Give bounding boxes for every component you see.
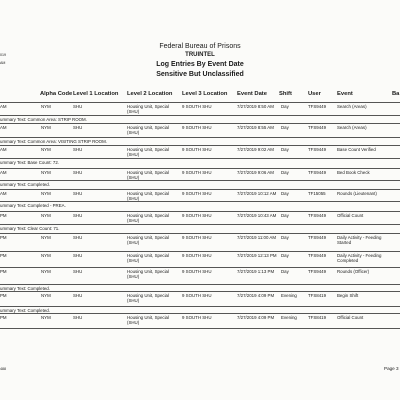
row-user: TFS9449 — [308, 170, 327, 175]
row-level2: Housing Unit, Special (SHU) — [127, 235, 169, 245]
row-event: Daily Activity - Feeding Completed — [337, 253, 382, 263]
row-shift: Day — [281, 269, 289, 274]
summary-text: ummary Text: Completed. — [0, 308, 50, 313]
row-user: TFS9449 — [308, 235, 327, 240]
row-separator — [0, 189, 400, 190]
row-event: Rounds (Officer) — [337, 269, 370, 274]
row-alpha-code: NYM — [41, 170, 51, 175]
corner-time-fragment: AM — [0, 61, 6, 65]
row-event: Official Count — [337, 315, 364, 320]
row-level2: Housing Unit, Special (SHU) — [127, 125, 169, 135]
row-level3: 9 SOUTH SHU — [182, 191, 212, 196]
row-time: PM — [0, 235, 7, 240]
row-time: AM — [0, 104, 7, 109]
row-separator — [0, 115, 400, 116]
row-shift: Day — [281, 213, 289, 218]
row-alpha-code: NYM — [41, 235, 51, 240]
row-time: PM — [0, 315, 7, 320]
table-row — [0, 125, 400, 137]
row-event-date: 7/27/2019 9:02 AM — [237, 147, 274, 152]
row-event-date: 7/27/2019 10:12 AM — [237, 191, 277, 196]
row-level3: 9 SOUTH SHU — [182, 170, 212, 175]
row-time: PM — [0, 293, 7, 298]
row-level1: SHU — [73, 125, 83, 130]
summary-text: ummary Text: Completed. — [0, 182, 50, 187]
summary-text: ummary Text: Clear Count: 71. — [0, 226, 60, 231]
agency-title: Federal Bureau of Prisons — [159, 43, 241, 50]
row-level2: Housing Unit, Special (SHU) — [127, 104, 169, 114]
row-shift: Day — [281, 125, 289, 130]
table-row — [0, 315, 400, 327]
row-shift: Day — [281, 253, 289, 258]
row-level1: SHU — [73, 253, 83, 258]
row-level1: SHU — [73, 104, 83, 109]
row-level3: 9 SOUTH SHU — [182, 125, 212, 130]
row-event: Begin Shift — [337, 293, 359, 298]
row-time: PM — [0, 253, 7, 258]
row-alpha-code: NYM — [41, 315, 51, 320]
row-user: TF15055 — [308, 191, 326, 196]
table-row — [0, 253, 400, 265]
row-separator — [0, 201, 400, 202]
row-alpha-code: NYM — [41, 253, 51, 258]
report-title: Log Entries By Event Date — [156, 61, 244, 68]
row-level1: SHU — [73, 235, 83, 240]
col-shift: Shift — [279, 91, 292, 97]
row-level3: 9 SOUTH SHU — [182, 253, 212, 258]
row-separator — [0, 123, 400, 124]
row-separator — [0, 233, 400, 234]
system-title: TRUINTEL — [185, 52, 215, 58]
row-separator — [0, 137, 400, 138]
col-event-date: Event Date — [237, 91, 267, 97]
row-level3: 9 SOUTH SHU — [182, 147, 212, 152]
row-level2: Housing Unit, Special (SHU) — [127, 269, 169, 279]
row-level1: SHU — [73, 170, 83, 175]
col-level1: Level 1 Location — [73, 91, 119, 97]
summary-text: ummary Text: Base Count: 72. — [0, 160, 59, 165]
row-level2: Housing Unit, Special (SHU) — [127, 191, 169, 201]
row-separator — [0, 168, 400, 169]
row-shift: Day — [281, 147, 289, 152]
row-level1: SHU — [73, 191, 83, 196]
header-rule — [0, 102, 400, 103]
row-event-date: 7/27/2019 11:00 AM — [237, 235, 276, 240]
row-level1: SHU — [73, 315, 83, 320]
row-shift: Day — [281, 104, 289, 109]
row-level2: Housing Unit, Special (SHU) — [127, 293, 169, 303]
row-level2: Housing Unit, Special (SHU) — [127, 213, 169, 223]
row-shift: Day — [281, 235, 289, 240]
row-event: Base Count Verified — [337, 147, 376, 152]
row-level2: Housing Unit, Special (SHU) — [127, 147, 169, 157]
row-level1: SHU — [73, 293, 83, 298]
row-user: TFS9449 — [308, 253, 327, 258]
page-number: Page 3 — [384, 366, 399, 371]
row-level2: Housing Unit, Special (SHU) — [127, 253, 169, 263]
row-event-date: 7/27/2019 1:13 PM — [237, 269, 275, 274]
col-level2: Level 2 Location — [127, 91, 173, 97]
row-shift: Day — [281, 191, 289, 196]
row-event: Search (Areas) — [337, 125, 367, 130]
row-event-date: 7/27/2019 12:13 PM — [237, 253, 277, 258]
row-alpha-code: NYM — [41, 147, 51, 152]
row-time: AM — [0, 191, 7, 196]
summary-text: ummary Text: Completed - PREA. — [0, 203, 66, 208]
row-separator — [0, 224, 400, 225]
column-headers — [0, 91, 400, 101]
row-separator — [0, 180, 400, 181]
row-user: TFS9449 — [308, 213, 327, 218]
row-separator — [0, 306, 400, 307]
table-row — [0, 235, 400, 247]
row-level3: 9 SOUTH SHU — [182, 235, 212, 240]
row-time: AM — [0, 147, 7, 152]
row-time: AM — [0, 125, 7, 130]
row-separator — [0, 211, 400, 212]
row-separator — [0, 291, 400, 292]
row-level1: SHU — [73, 269, 83, 274]
row-user: TFS9449 — [308, 104, 327, 109]
col-event: Event — [337, 91, 353, 97]
row-user: TFS8419 — [308, 293, 327, 298]
table-row — [0, 293, 400, 305]
row-event-date: 7/27/2019 8:50 AM — [237, 104, 274, 109]
row-alpha-code: NYM — [41, 191, 51, 196]
row-separator — [0, 284, 400, 285]
row-user: TFS8419 — [308, 315, 327, 320]
row-user: TFS9449 — [308, 269, 327, 274]
row-event-date: 7/27/2019 4:09 PM — [237, 293, 275, 298]
row-level3: 9 SOUTH SHU — [182, 293, 212, 298]
row-user: TFS9449 — [308, 125, 327, 130]
row-level1: SHU — [73, 147, 83, 152]
corner-date-fragment: 019 — [0, 53, 6, 57]
row-alpha-code: NYM — [41, 213, 51, 218]
row-alpha-code: NYM — [41, 125, 51, 130]
row-level3: 9 SOUTH SHU — [182, 104, 212, 109]
row-level3: 9 SOUTH SHU — [182, 315, 212, 320]
row-event-date: 7/27/2019 4:09 PM — [237, 315, 275, 320]
row-alpha-code: NYM — [41, 293, 51, 298]
row-separator — [0, 145, 400, 146]
row-separator — [0, 267, 400, 268]
row-alpha-code: NYM — [41, 104, 51, 109]
row-alpha-code: NYM — [41, 269, 51, 274]
row-time: AM — [0, 170, 7, 175]
row-level1: SHU — [73, 213, 83, 218]
row-event-date: 7/27/2019 8:55 AM — [237, 125, 274, 130]
row-time: PM — [0, 269, 7, 274]
row-level2: Housing Unit, Special (SHU) — [127, 170, 169, 180]
row-user: TFS9449 — [308, 147, 327, 152]
row-event: Daily Activity - Feeding Started — [337, 235, 382, 245]
classification-label: Sensitive But Unclassified — [156, 71, 244, 78]
row-separator — [0, 251, 400, 252]
row-event: Bed Book Check — [337, 170, 370, 175]
row-event-date: 7/27/2019 10:43 AM — [237, 213, 277, 218]
row-separator — [0, 158, 400, 159]
row-event: Official Count — [337, 213, 364, 218]
row-time: PM — [0, 213, 7, 218]
row-level3: 9 SOUTH SHU — [182, 213, 212, 218]
col-alpha-code: Alpha Code — [40, 91, 73, 97]
summary-text: ummary Text: Completed. — [0, 286, 50, 291]
row-separator — [0, 328, 400, 329]
row-shift: Evening — [281, 315, 297, 320]
col-ba: Ba — [392, 91, 400, 97]
summary-text: ummary Text: Common Area: STRIP ROOM. — [0, 117, 87, 122]
row-event: Rounds (Lieutenant) — [337, 191, 377, 196]
row-shift: Evening — [281, 293, 297, 298]
col-user: User — [308, 91, 321, 97]
row-event-date: 7/27/2019 9:06 AM — [237, 170, 274, 175]
summary-text: ummary Text: Common Area: VISITING STRIP ROOM. — [0, 139, 107, 144]
row-shift: Day — [281, 170, 289, 175]
row-event: Search (Areas) — [337, 104, 367, 109]
table-row — [0, 269, 400, 281]
row-separator — [0, 313, 400, 314]
row-level2: Housing Unit, Special (SHU) — [127, 315, 169, 325]
footer-code: 488 — [0, 367, 6, 371]
col-level3: Level 3 Location — [182, 91, 228, 97]
row-level3: 9 SOUTH SHU — [182, 269, 212, 274]
